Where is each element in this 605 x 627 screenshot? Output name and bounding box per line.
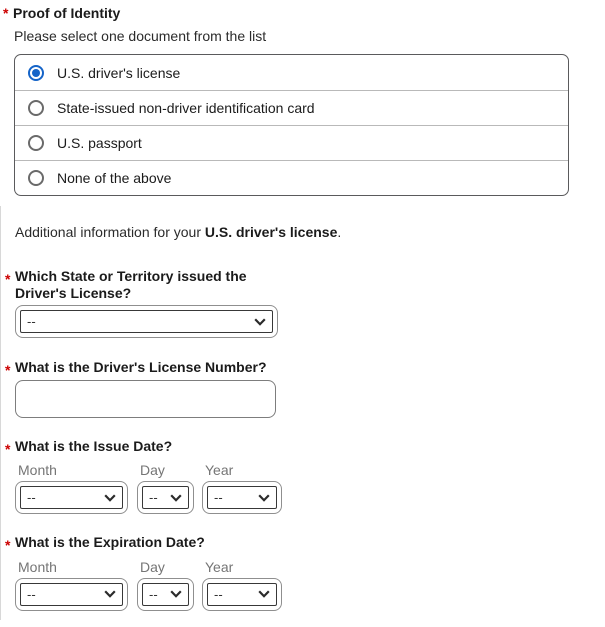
- chevron-down-icon: [258, 590, 270, 598]
- expiration-year-select-value: --: [214, 586, 223, 602]
- radio-option-state-id-card[interactable]: [15, 90, 568, 125]
- license-number-question-label: What is the Driver's License Number?: [15, 359, 267, 375]
- additional-info-text: [15, 224, 605, 241]
- radio-unselected-icon: [28, 100, 44, 116]
- issue-year-label: Year: [205, 462, 234, 478]
- additional-info-suffix: .: [337, 224, 342, 240]
- issue-year-select-field: [207, 486, 277, 509]
- issue-day-select-value: --: [149, 490, 158, 505]
- expiration-day-select[interactable]: [137, 578, 194, 611]
- issue-day-select-field: [142, 486, 189, 509]
- state-question: [5, 268, 605, 301]
- additional-info-section: [0, 206, 605, 620]
- issue-date-row: [15, 462, 605, 514]
- expiration-date-question-label: What is the Expiration Date?: [15, 534, 205, 550]
- additional-info-document: U.S. driver's license: [204, 224, 338, 240]
- issue-month-select-field: [20, 486, 123, 509]
- radio-unselected-icon: [28, 135, 44, 151]
- required-asterisk: *: [5, 537, 11, 553]
- expiration-month-select-field: [20, 583, 123, 606]
- state-select[interactable]: [15, 305, 278, 338]
- radio-unselected-icon: [28, 170, 44, 186]
- expiration-month-select[interactable]: [15, 578, 128, 611]
- radio-option-us-passport[interactable]: [15, 125, 568, 160]
- state-question-label: Which State or Territory issued the Driver's License?: [15, 268, 247, 301]
- expiration-month-column: [15, 559, 128, 611]
- expiration-year-column: [202, 559, 282, 611]
- radio-option-label: State-issued non-driver identification card: [57, 100, 315, 116]
- expiration-year-select-field: [207, 583, 277, 606]
- issue-month-column: [15, 462, 128, 514]
- license-number-input[interactable]: [15, 380, 276, 418]
- expiration-day-select-field: [142, 583, 189, 606]
- issue-year-select-value: --: [214, 490, 223, 505]
- issue-month-label: Month: [18, 462, 57, 478]
- state-select-field: [20, 310, 273, 333]
- issue-date-question-label: What is the Issue Date?: [15, 437, 173, 454]
- expiration-date-question: [5, 534, 605, 551]
- expiration-month-select-value: --: [27, 586, 36, 602]
- radio-option-label: U.S. passport: [57, 135, 142, 151]
- issue-month-select-value: --: [27, 490, 36, 505]
- issue-day-select[interactable]: [137, 481, 194, 514]
- page-title: Proof of Identity: [13, 5, 121, 21]
- issue-day-label: Day: [140, 462, 165, 478]
- required-asterisk: *: [3, 5, 9, 21]
- required-asterisk: *: [5, 362, 11, 378]
- additional-info-prefix: Additional information for your: [15, 224, 205, 240]
- radio-option-label: None of the above: [57, 170, 172, 186]
- chevron-down-icon: [170, 494, 182, 502]
- required-asterisk: *: [5, 271, 11, 287]
- issue-year-select[interactable]: [202, 481, 282, 514]
- issue-date-question: [5, 438, 605, 455]
- chevron-down-icon: [104, 494, 116, 502]
- issue-day-column: [137, 462, 194, 514]
- required-asterisk: *: [5, 440, 11, 457]
- issue-year-column: [202, 462, 282, 514]
- section-header: [3, 0, 605, 22]
- document-radio-group: [14, 54, 569, 196]
- chevron-down-icon: [170, 590, 182, 598]
- chevron-down-icon: [254, 318, 266, 326]
- expiration-year-select[interactable]: [202, 578, 282, 611]
- expiration-day-select-value: --: [149, 586, 158, 602]
- instruction-text: Please select one document from the list: [14, 28, 267, 44]
- license-number-question: [5, 359, 605, 376]
- radio-selected-icon: [28, 65, 44, 81]
- chevron-down-icon: [104, 590, 116, 598]
- expiration-month-label: Month: [18, 558, 57, 575]
- expiration-day-label: Day: [140, 558, 165, 575]
- expiration-date-row: [15, 559, 605, 611]
- radio-option-none-of-the-above[interactable]: [15, 160, 568, 195]
- expiration-year-label: Year: [205, 558, 234, 575]
- expiration-day-column: [137, 559, 194, 611]
- radio-option-label: U.S. driver's license: [57, 64, 181, 81]
- chevron-down-icon: [258, 494, 270, 502]
- radio-option-us-drivers-license[interactable]: [15, 55, 568, 90]
- state-select-value: --: [27, 314, 36, 329]
- issue-month-select[interactable]: [15, 481, 128, 514]
